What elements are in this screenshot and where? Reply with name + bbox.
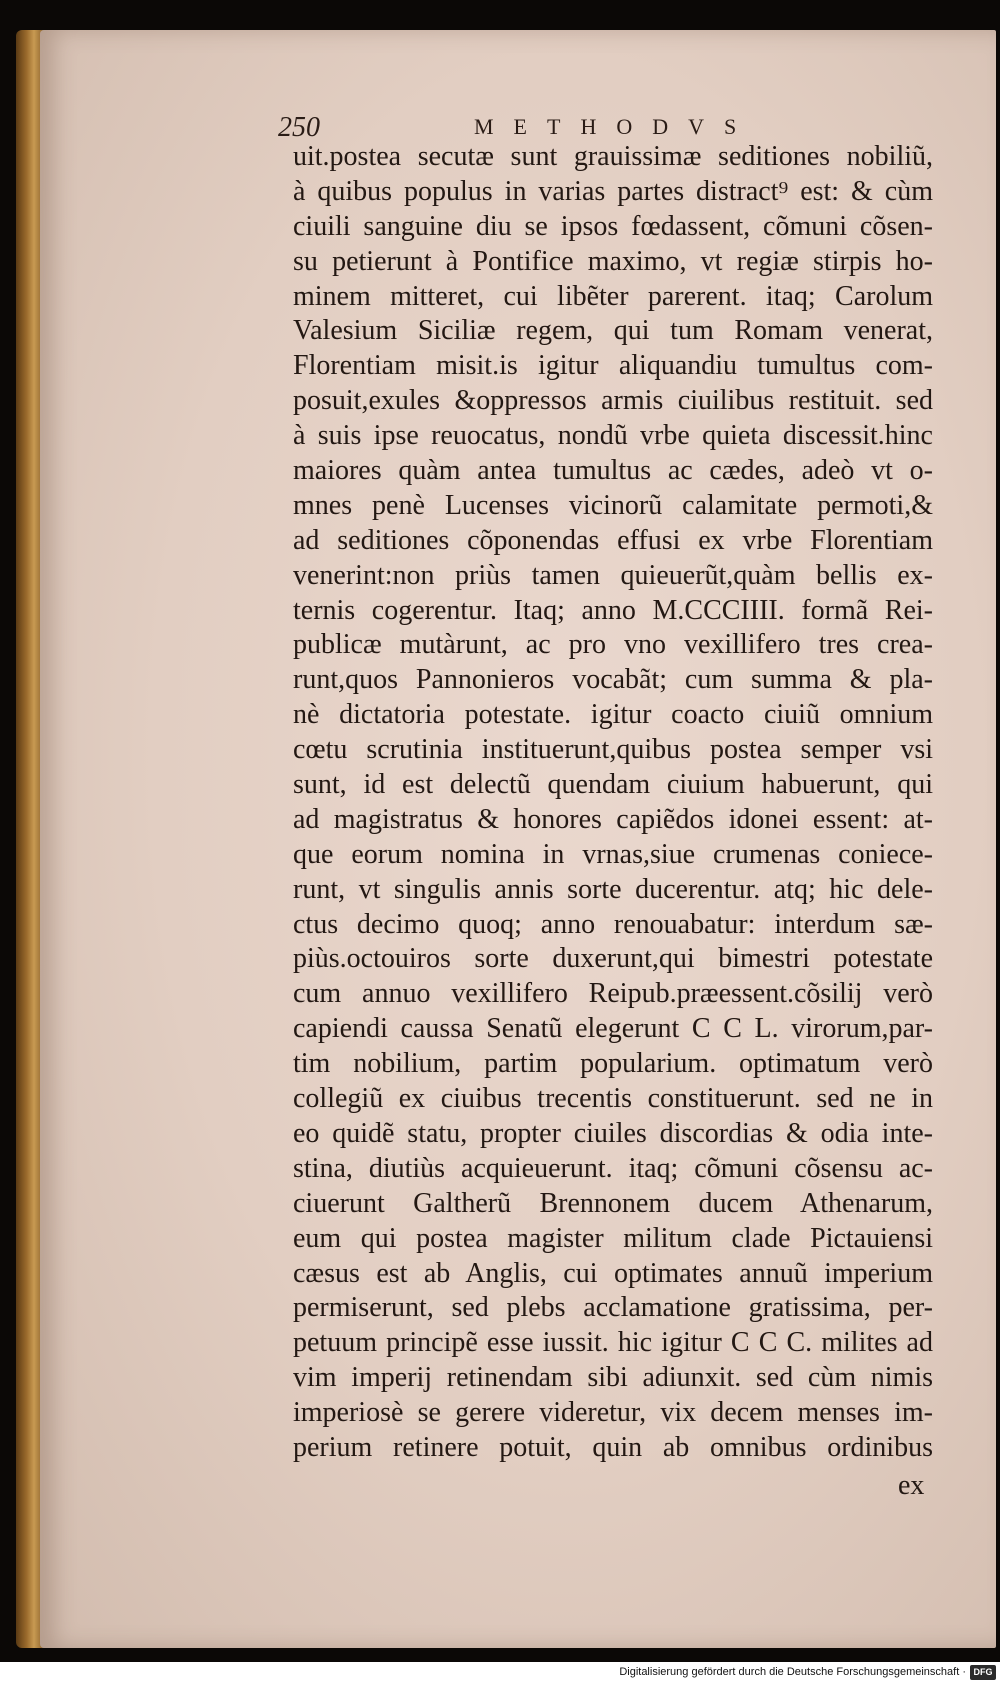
text-line: imperiosè se gerere videretur, vix decem menses im-	[293, 1397, 933, 1429]
text-line: runt, vt singulis annis sorte ducerentur. atq; hic dele-	[293, 873, 933, 905]
text-line: vim imperij retinendam sibi adiunxit. sed cùm nimis	[293, 1362, 933, 1394]
text-line: perium retinere potuit, quin ab omnibus ordinibus	[293, 1431, 933, 1463]
text-line: cum annuo vexillifero Reipub.præessent.cõsilij verò	[293, 978, 933, 1010]
text-line: eo quidẽ statu, propter ciuiles discordias & odia inte-	[293, 1117, 933, 1149]
text-line: permiserunt, sed plebs acclamatione gratissima, per-	[293, 1292, 933, 1324]
footer-bar	[0, 1662, 1000, 1685]
text-line: Florentiam misit.is igitur aliquandiu tumultus com-	[293, 350, 933, 382]
text-line: su petierunt à Pontifice maximo, vt regiæ stirpis ho-	[293, 245, 933, 277]
text-line: collegiũ ex ciuibus trecentis constituerunt. sed ne in	[293, 1083, 933, 1115]
page-number: 250	[278, 112, 320, 143]
text-line: maiores quàm antea tumultus ac cædes, adeò vt o-	[293, 455, 933, 487]
body-text	[293, 140, 933, 1466]
text-line: posuit,exules &oppressos armis ciuilibus restituit. sed	[293, 385, 933, 417]
text-line: uit.postea secutæ sunt grauissimæ seditiones nobiliũ,	[293, 141, 933, 172]
text-line: ctus decimo quoq; anno renouabatur: interdum sæ-	[293, 908, 933, 940]
text-line: mnes penè Lucenses vicinorũ calamitate permoti,&	[293, 489, 933, 521]
text-line: ciuerunt Galtherũ Brennonem ducem Athenarum,	[293, 1187, 933, 1219]
text-line: petuum principẽ esse iussit. hic igitur C C C. milites ad	[293, 1327, 933, 1359]
text-line: ternis cogerentur. Itaq; anno M.CCCIIII. formã Rei-	[293, 594, 933, 626]
text-line: à quibus populus in varias partes distract⁹ est: & cùm	[293, 175, 933, 207]
text-line: à suis ipse reuocatus, nondũ vrbe quieta discessit.hinc	[293, 420, 933, 452]
text-line: tim nobilium, partim popularium. optimatum verò	[293, 1048, 933, 1080]
text-line: Valesium Siciliæ regem, qui tum Romam venerat,	[293, 315, 933, 347]
text-line: piùs.octouiros sorte duxerunt,qui bimestri potestate	[293, 943, 933, 975]
text-line: stina, diutiùs acquieuerunt. itaq; cõmuni cõsensu ac-	[293, 1152, 933, 1184]
text-line: ad seditiones cõponendas effusi ex vrbe Florentiam	[293, 524, 933, 556]
text-line: minem mitteret, cui libẽter parerent. itaq; Carolum	[293, 280, 933, 312]
text-line: ciuili sanguine diu se ipsos fœdassent, cõmuni cõsen-	[293, 210, 933, 242]
text-line: publicæ mutàrunt, ac pro vno vexillifero tres crea-	[293, 629, 933, 661]
text-line: venerint:non priùs tamen quieuerũt,quàm bellis ex-	[293, 559, 933, 591]
text-line: ad magistratus & honores capiẽdos idonei essent: at-	[293, 803, 933, 835]
text-line: que eorum nomina in vrnas,siue crumenas coniece-	[293, 838, 933, 870]
text-line: sunt, id est delectũ quendam ciuium habuerunt, qui	[293, 769, 933, 801]
text-line: runt,quos Pannonieros vocabãt; cum summa & pla-	[293, 664, 933, 696]
running-title: METHODVS	[474, 114, 757, 139]
text-line: capiendi caussa Senatũ elegerunt C C L. virorum,par-	[293, 1013, 933, 1045]
text-line: eum qui postea magister militum clade Pictauiensi	[293, 1222, 933, 1254]
text-line: nè dictatoria potestate. igitur coacto ciuiũ omnium	[293, 699, 933, 731]
text-line: cæsus est ab Anglis, cui optimates annuũ imperium	[293, 1257, 933, 1289]
text-line: cœtu scrutinia instituerunt,quibus postea semper vsi	[293, 734, 933, 766]
dfg-logo-icon: DFG	[970, 1665, 996, 1680]
footer-credit: Digitalisierung gefördert durch die Deutsche Forschungsgemeinschaft ·	[619, 1666, 966, 1678]
catchword: ex	[898, 1470, 925, 1501]
